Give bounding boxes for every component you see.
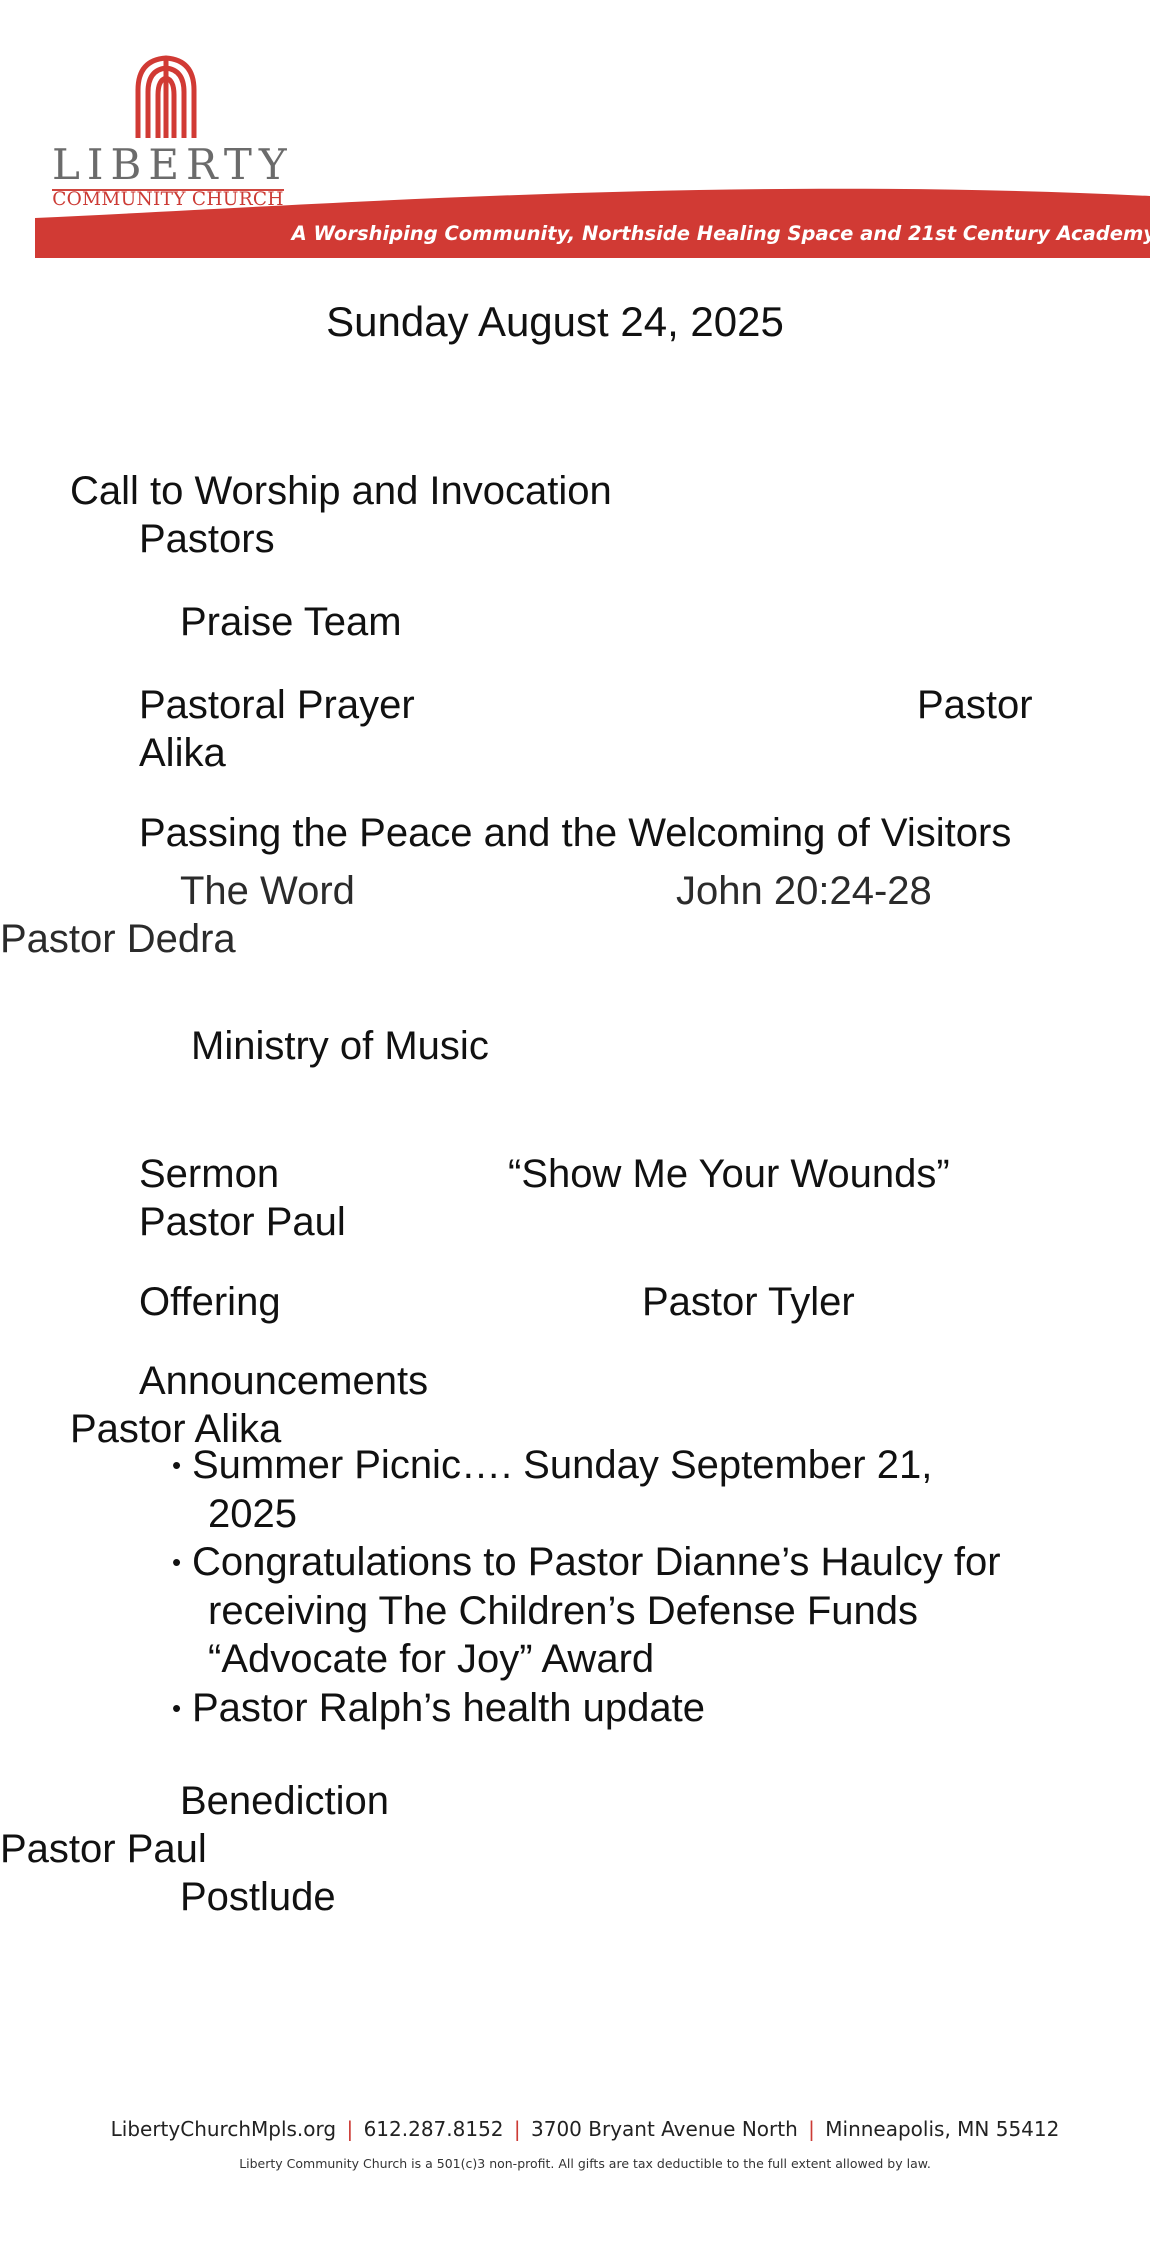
postlude-title: Postlude: [180, 1875, 336, 1919]
announcement-text: Pastor Ralph’s health update: [192, 1685, 705, 1730]
benediction-leader: Pastor Paul: [0, 1827, 207, 1871]
church-arch-icon: [138, 58, 194, 138]
logo-name: LIBERTY: [52, 140, 294, 189]
announcements-leader: Pastor Alika: [70, 1407, 282, 1451]
footer-contact: [0, 2117, 1170, 2141]
footer-separator: |: [346, 2117, 354, 2141]
bullet-icon: •: [172, 1547, 182, 1577]
announcement-text: Summer Picnic…. Sunday September 21,: [192, 1443, 933, 1487]
footer-separator: |: [808, 2117, 815, 2141]
the-word-leader: Pastor Dedra: [0, 917, 236, 961]
benediction-title: Benediction: [180, 1779, 390, 1823]
footer-city: Minneapolis, MN 55412: [825, 2117, 1060, 2141]
announcement-text-cont: receiving The Children’s Defense Funds: [208, 1588, 919, 1633]
announcement-text-cont: 2025: [208, 1491, 297, 1536]
pastoral-prayer-leader: Pastor: [917, 683, 1033, 727]
sermon-title-label: Sermon: [139, 1152, 280, 1196]
list-item: [170, 1538, 1001, 1684]
service-date: Sunday August 24, 2025: [326, 298, 784, 345]
offering-title: Offering: [139, 1280, 281, 1324]
bullet-icon: •: [172, 1692, 182, 1723]
list-item: [170, 1684, 1001, 1733]
the-word-title: The Word: [180, 869, 355, 913]
call-to-worship-leader: Pastors: [139, 517, 275, 561]
sermon-title: “Show Me Your Wounds”: [508, 1152, 950, 1196]
announcements-title: Announcements: [139, 1359, 429, 1403]
list-item: [170, 1441, 1001, 1538]
call-to-worship-title: Call to Worship and Invocation: [70, 469, 612, 513]
footer-phone: 612.287.8152: [363, 2117, 504, 2141]
pastoral-prayer-title: Pastoral Prayer: [139, 683, 415, 727]
footer-legal: Liberty Community Church is a 501(c)3 non-profit. All gifts are tax deductible to the full extent allowed by law.: [239, 2156, 931, 2171]
footer-separator: |: [513, 2117, 521, 2141]
offering-leader: Pastor Tyler: [642, 1280, 855, 1324]
pastoral-prayer-leader-cont: Alika: [139, 731, 226, 775]
logo-subname: COMMUNITY CHURCH: [52, 189, 284, 210]
the-word-scripture: John 20:24-28: [676, 869, 932, 913]
praise-team-title: Praise Team: [180, 600, 402, 644]
header-tagline: A Worshiping Community, Northside Healing Space and 21st Century Academy: [291, 222, 1156, 245]
announcement-text-cont: “Advocate for Joy” Award: [208, 1637, 655, 1681]
sermon-leader: Pastor Paul: [139, 1200, 346, 1244]
passing-peace-title: Passing the Peace and the Welcoming of Visitors: [139, 811, 1012, 855]
announcement-list: [170, 1441, 1001, 1732]
announcement-text: Congratulations to Pastor Dianne’s Haulcy for: [192, 1540, 1001, 1584]
ministry-of-music-title: Ministry of Music: [191, 1024, 489, 1068]
bullet-icon: •: [172, 1450, 182, 1480]
footer-address: 3700 Bryant Avenue North: [531, 2117, 798, 2141]
footer-website[interactable]: LibertyChurchMpls.org: [110, 2117, 337, 2141]
